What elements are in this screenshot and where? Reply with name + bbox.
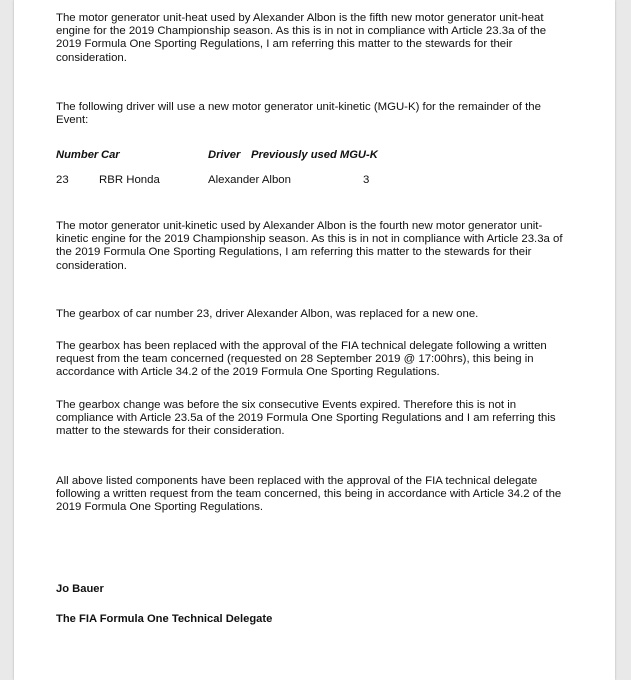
table-header-driver: Driver (208, 149, 241, 161)
table-cell-driver: Alexander Albon (208, 174, 291, 186)
signatory-title: The FIA Formula One Technical Delegate (56, 613, 273, 625)
paragraph-gearbox-replaced: The gearbox of car number 23, driver Alexander Albon, was replaced for a new one. (56, 308, 479, 320)
document-page (14, 0, 615, 680)
table-header-car: Car (101, 149, 120, 161)
paragraph-gearbox-approval: The gearbox has been replaced with the approval of the FIA technical delegate following a written request from the team concerned (requested on 28 September 2019 @ 17:00hrs), this being in accordance with Article 34.2 of the 2019 Formula One Sporting Regulations. (56, 340, 547, 379)
paragraph-mgu-k: The motor generator unit-kinetic used by Alexander Albon is the fourth new motor generator unit-kinetic engine for the 2019 Championship season. As this is in not in compliance with Article 23.3a of the 2019 Formula One Sporting Regulations, I am referring this matter to the stewards for their consideration. (56, 220, 563, 272)
table-cell-number: 23 (56, 174, 69, 186)
table-cell-car: RBR Honda (99, 174, 160, 186)
paragraph-mgu-k-intro: The following driver will use a new motor generator unit-kinetic (MGU-K) for the remainder of the Event: (56, 101, 541, 127)
paragraph-components-approval: All above listed components have been replaced with the approval of the FIA technical delegate following a written request from the team concerned, this being in accordance with Article 34.2 of the 2019 Formula One Sporting Regulations. (56, 475, 562, 514)
paragraph-mgu-h: The motor generator unit-heat used by Alexander Albon is the fifth new motor generator unit-heat engine for the 2019 Championship season. As this is in not in compliance with Article 23.3a of the 2019 Formula One Sporting Regulations, I am referring this matter to the stewards for their consideration. (56, 12, 547, 64)
table-cell-previously-used: 3 (363, 174, 370, 186)
table-header-number: Number (56, 149, 99, 161)
paragraph-gearbox-compliance: The gearbox change was before the six consecutive Events expired. Therefore this is not in compliance with Article 23.5a of the 2019 Formula One Sporting Regulations and I am referring this matter to the stewards for their consideration. (56, 399, 556, 438)
table-header-previously-used: Previously used MGU-K (251, 149, 378, 161)
signatory-name: Jo Bauer (56, 583, 104, 595)
